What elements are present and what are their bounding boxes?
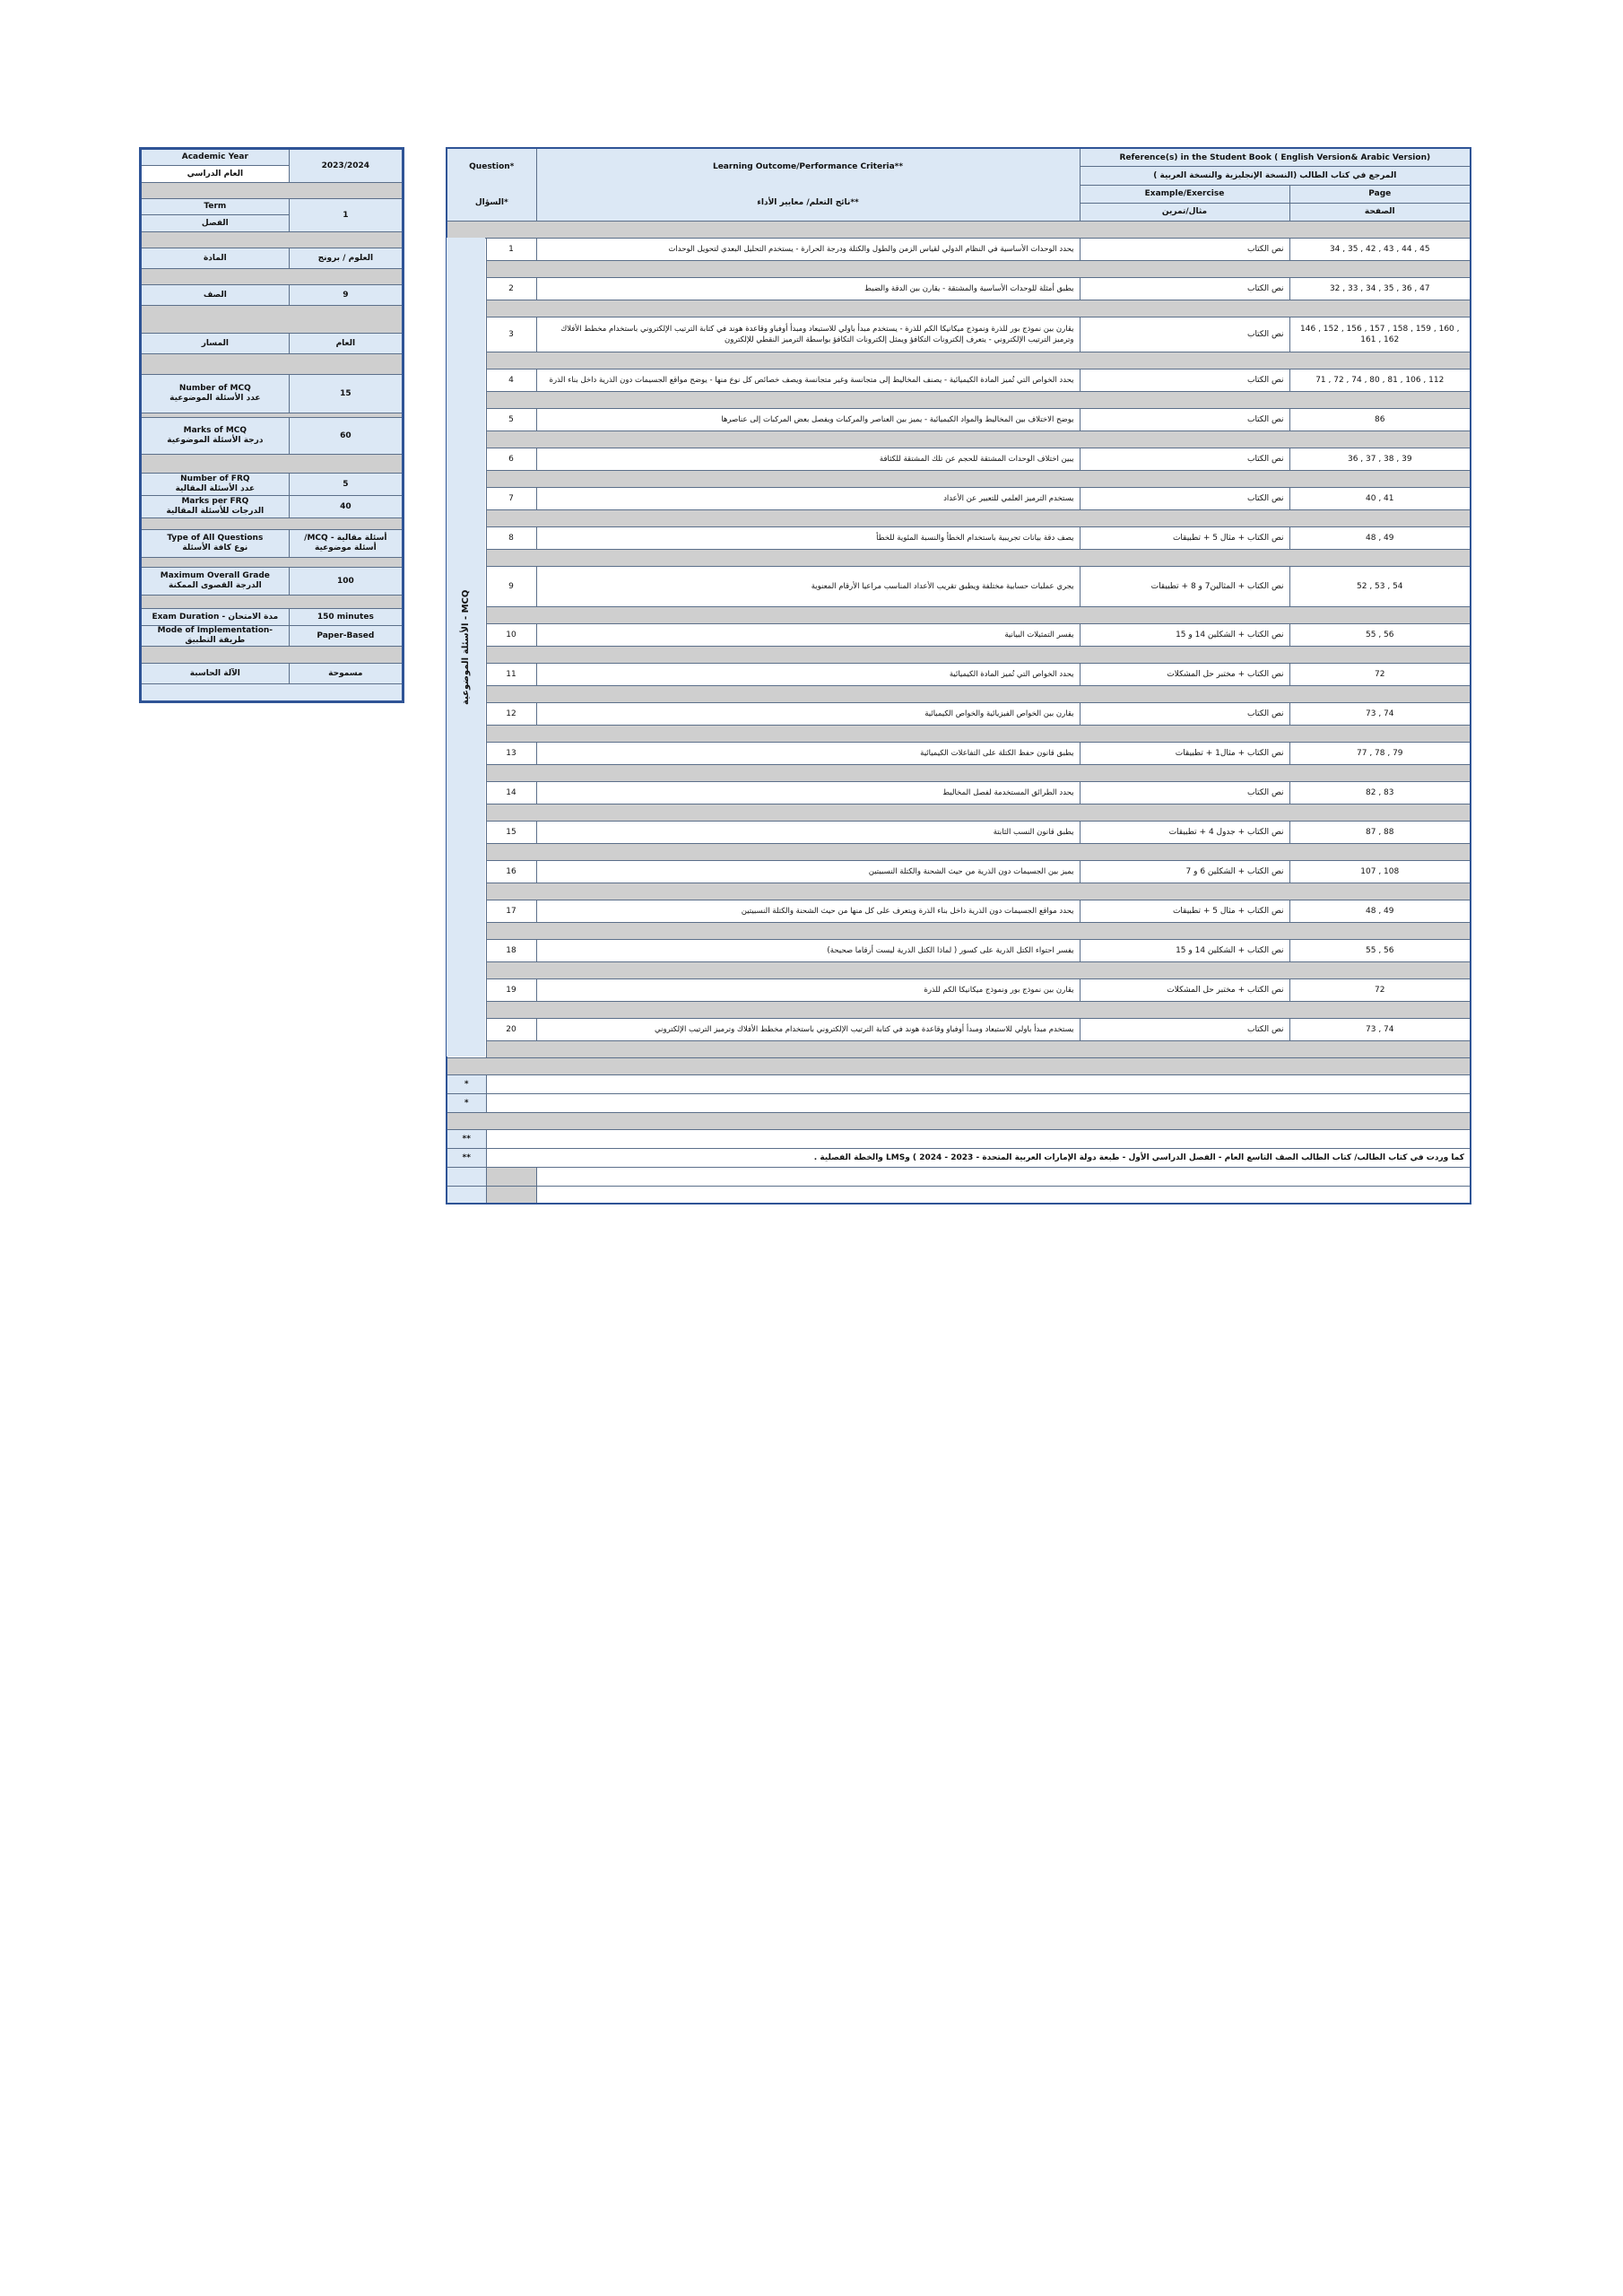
- page-reference: 48 , 49: [1289, 900, 1471, 922]
- page-reference: 73 , 74: [1289, 702, 1471, 725]
- page-reference: 146 , 152 , 156 , 157 , 158 , 159 , 160 , 161 , 162: [1289, 317, 1471, 352]
- row-number: 3: [486, 317, 536, 352]
- lo-header-ar: نائج التعلم/ معايير الأداء**: [536, 185, 1080, 221]
- learning-outcome: يجري عمليات حسابية مختلفة ويطبق تقريب الأعداد المناسب مراعيا الأرقام المعنوية: [536, 566, 1080, 606]
- spacer-row: [486, 961, 1471, 978]
- frq-count-label-en: Number of FRQ: [180, 474, 250, 483]
- subject-value: العلوم / برونج: [289, 248, 403, 269]
- page-reference: 107 , 108: [1289, 860, 1471, 883]
- mcq-count-label: [141, 375, 290, 413]
- table-row: [447, 277, 1471, 300]
- row-number: 7: [486, 487, 536, 509]
- example-exercise: نص الكتاب: [1080, 448, 1289, 470]
- learning-outcome: يحدد الوحدات الأساسية في النظام الدولي لقياس الزمن والطول والكتلة ودرجة الحرارة - يستخدم التحليل البعدي لتحويل الوحدات: [536, 238, 1080, 260]
- table-row: [447, 317, 1471, 352]
- example-header-en: Example/Exercise: [1080, 185, 1289, 203]
- table-row: [447, 900, 1471, 922]
- spacer-row: [486, 391, 1471, 408]
- term-label-en: Term: [141, 199, 290, 215]
- max-grade-label-en: Maximum Overall Grade: [160, 571, 270, 580]
- mcq-marks-label: [141, 418, 290, 455]
- footnote-row: [447, 1186, 1471, 1204]
- mcq-count-label-ar: عدد الأسئلة الموضوعية: [169, 394, 261, 403]
- spacer-row: [486, 1001, 1471, 1018]
- section-label-mcq: الأسئلة الموضوعية - MCQ: [447, 238, 486, 1057]
- implementation-value: Paper-Based: [289, 626, 403, 647]
- example-exercise: نص الكتاب + مثال 5 + تطبيقات: [1080, 900, 1289, 922]
- example-exercise: نص الكتاب: [1080, 238, 1289, 260]
- row-number: 1: [486, 238, 536, 260]
- learning-outcome: يطبق أمثلة للوحدات الأساسية والمشتقة - يقارن بين الدقة والضبط: [536, 277, 1080, 300]
- page-reference: 32 , 33 , 34 , 35 , 36 , 47: [1289, 277, 1471, 300]
- example-exercise: نص الكتاب + الشكلين 14 و 15: [1080, 623, 1289, 646]
- spacer-row: [486, 352, 1471, 369]
- table-row: [447, 238, 1471, 260]
- learning-outcome: يطبق قانون حفظ الكتلة على التفاعلات الكيميائية: [536, 742, 1080, 764]
- table-row: [447, 821, 1471, 843]
- page-reference: 77 , 78 , 79: [1289, 742, 1471, 764]
- spacer-row: [486, 804, 1471, 821]
- footnote-text: [536, 1167, 1471, 1186]
- term-label-ar: الفصل: [141, 215, 290, 232]
- page-reference: 72: [1289, 663, 1471, 685]
- grade-label-ar: الصف: [141, 285, 290, 306]
- spacer-row: [486, 883, 1471, 900]
- max-grade-label-ar: الدرجة القصوى الممكنة: [169, 581, 262, 590]
- learning-outcome: يحدد مواقع الجسيمات دون الذرية داخل بناء الذرة ويتعرف على كل منها من حيث الشحنة والكتلة النسبيتين: [536, 900, 1080, 922]
- row-number: 4: [486, 369, 536, 391]
- learning-outcome: يقارن بين الخواص الفيزيائية والخواص الكيميائية: [536, 702, 1080, 725]
- mcq-marks-value: 60: [289, 418, 403, 455]
- academic-year-label-ar: العام الدراسي: [141, 166, 290, 183]
- example-exercise: نص الكتاب + مختبر حل المشكلات: [1080, 978, 1289, 1001]
- frq-marks-label-ar: الدرجات للأسئلة المقالية: [166, 507, 265, 516]
- spacer-row: [486, 922, 1471, 939]
- max-grade-label: [141, 568, 290, 596]
- row-number: 17: [486, 900, 536, 922]
- duration-label-ar: مدة الامتحان: [228, 612, 279, 622]
- frq-count-label: [141, 474, 290, 496]
- exam-summary-table: [139, 147, 404, 703]
- table-row: [447, 1018, 1471, 1040]
- spacer-row: [141, 518, 404, 530]
- table-row: [447, 860, 1471, 883]
- table-row: [447, 448, 1471, 470]
- reference-header-ar: المرجع في كتاب الطالب (النسخة الإنجليزية والنسخة العربية ): [1080, 167, 1471, 185]
- example-exercise: نص الكتاب: [1080, 1018, 1289, 1040]
- example-header-ar: مثال/تمرين: [1080, 203, 1289, 221]
- spacer-row: [447, 1112, 1471, 1129]
- page-header-en: Page: [1289, 185, 1471, 203]
- footnote-row: [447, 1057, 1471, 1074]
- calculator-label-ar: الآلة الحاسبة: [141, 664, 290, 684]
- spacer-row: [141, 183, 404, 199]
- question-types-label: [141, 530, 290, 558]
- footnote-marker: *: [447, 1093, 486, 1112]
- example-exercise: نص الكتاب: [1080, 277, 1289, 300]
- page-reference: 72: [1289, 978, 1471, 1001]
- learning-outcome: يقارن بين نموذج بور ونموذج ميكانيكا الكم للذرة: [536, 978, 1080, 1001]
- table-row: [447, 526, 1471, 549]
- row-number: 15: [486, 821, 536, 843]
- row-number: 6: [486, 448, 536, 470]
- table-row: [447, 487, 1471, 509]
- example-exercise: نص الكتاب + الشكلين 14 و 15: [1080, 939, 1289, 961]
- row-number: 16: [486, 860, 536, 883]
- spacer-row: [141, 232, 404, 248]
- example-exercise: نص الكتاب: [1080, 369, 1289, 391]
- spacer-row: [486, 509, 1471, 526]
- example-exercise: نص الكتاب: [1080, 408, 1289, 430]
- page-reference: 55 , 56: [1289, 623, 1471, 646]
- learning-outcome: يطبق قانون النسب الثابتة: [536, 821, 1080, 843]
- spacer-row: [141, 455, 404, 474]
- table-row: [447, 781, 1471, 804]
- duration-value: 150 minutes: [289, 609, 403, 626]
- learning-outcome: يميز بين الجسيمات دون الذرية من حيث الشحنة والكتلة النسبيتين: [536, 860, 1080, 883]
- learning-outcome: يقارن بين نموذج بور للذرة ونموذج ميكانيكا الكم للذرة - يستخدم مبدأ باولي للاستبعاد ومبدأ أوفباو وقاعدة هوند في كتابة الترتيب الإلكتروني باستخدام مخطط الأفلاك وترميز الترتيب الإلكتروني - يتعرف إلكترونات التكافؤ ويمثل إلكترونات التكافؤ بواسطة الترميز النقطي للإلكترون: [536, 317, 1080, 352]
- spacer-row: [141, 596, 404, 609]
- spacer-row: [486, 1040, 1471, 1057]
- footnote-text: [486, 1074, 1471, 1093]
- frq-marks-value: 40: [289, 496, 403, 518]
- footnote-row: [447, 1148, 1471, 1167]
- learning-outcome: يفسر التمثيلات البيانية: [536, 623, 1080, 646]
- page-reference: 87 , 88: [1289, 821, 1471, 843]
- duration-label: [141, 609, 290, 626]
- learning-outcome: يستخدم الترميز العلمي للتعبير عن الأعداد: [536, 487, 1080, 509]
- page-reference: 71 , 72 , 74 , 80 , 81 , 106 , 112: [1289, 369, 1471, 391]
- example-exercise: نص الكتاب + مختبر حل المشكلات: [1080, 663, 1289, 685]
- learning-outcome: يستخدم مبدأ باولي للاستبعاد ومبدأ أوفباو وقاعدة هوند في كتابة الترتيب الإلكتروني باستخدام مخطط الأفلاك وترميز الترتيب الإلكتروني: [536, 1018, 1080, 1040]
- footnote-text: [486, 1129, 1471, 1148]
- learning-outcome: يحدد الطرائق المستخدمة لفصل المخاليط: [536, 781, 1080, 804]
- example-exercise: نص الكتاب: [1080, 487, 1289, 509]
- lo-header-en: Learning Outcome/Performance Criteria**: [536, 148, 1080, 185]
- frq-count-label-ar: عدد الأسئلة المقالية: [175, 484, 256, 493]
- mcq-marks-label-ar: درجة الأسئلة الموضوعية: [167, 436, 264, 445]
- learning-outcome: يصف دقة بيانات تجريبية باستخدام الخطأ والنسبة المئوية للخطأ: [536, 526, 1080, 549]
- term-value: 1: [289, 199, 403, 232]
- footnote-text: [486, 1093, 1471, 1112]
- implementation-label-en: Mode of Implementation-: [157, 626, 273, 635]
- mcq-count-label-en: Number of MCQ: [178, 384, 251, 393]
- example-exercise: نص الكتاب: [1080, 702, 1289, 725]
- row-number: 14: [486, 781, 536, 804]
- row-number: 8: [486, 526, 536, 549]
- row-number: 18: [486, 939, 536, 961]
- footnote-marker: **: [447, 1129, 486, 1148]
- spacer-row: [141, 647, 404, 664]
- stream-value: العام: [289, 334, 403, 354]
- spacer-row: [486, 685, 1471, 702]
- specification-table: [446, 147, 1471, 1205]
- question-types-label-ar: نوع كافة الأسئلة: [182, 544, 248, 552]
- spacer-cell: [486, 1186, 536, 1204]
- page-reference: 52 , 53 , 54: [1289, 566, 1471, 606]
- grade-value: 9: [289, 285, 403, 306]
- footnote-marker: [447, 1167, 486, 1186]
- spacer-row: [486, 725, 1471, 742]
- footnote-row: [447, 1093, 1471, 1112]
- spacer-row: [447, 1057, 1471, 1074]
- spacer-row: [486, 646, 1471, 663]
- footnote-note: كما وردت في كتاب الطالب/ كتاب الطالب الصف التاسع العام - الفصل الدراسي الأول - طبعة دولة الإمارات العربية المتحدة - 2023 - 2024 ) وLMS والخطة الفصلية .: [486, 1148, 1471, 1167]
- example-exercise: نص الكتاب + مثال 5 + تطبيقات: [1080, 526, 1289, 549]
- footnote-marker: [447, 1186, 486, 1204]
- row-number: 19: [486, 978, 536, 1001]
- spacer-row: [486, 764, 1471, 781]
- footnote-row: [447, 1129, 1471, 1148]
- example-exercise: نص الكتاب: [1080, 781, 1289, 804]
- row-number: 5: [486, 408, 536, 430]
- row-number: 10: [486, 623, 536, 646]
- spacer-row: [141, 269, 404, 285]
- footnote-row: [447, 1167, 1471, 1186]
- table-row: [447, 369, 1471, 391]
- spacer-row: [486, 260, 1471, 277]
- footnote-row: [447, 1112, 1471, 1129]
- mcq-marks-label-en: Marks of MCQ: [183, 426, 247, 435]
- frq-marks-label-en: Marks per FRQ: [181, 497, 249, 506]
- spacer-row: [141, 558, 404, 568]
- page-reference: 40 , 41: [1289, 487, 1471, 509]
- learning-outcome: يفسر احتواء الكتل الذرية على كسور ( لماذا الكتل الذرية ليست أرقاما صحيحة): [536, 939, 1080, 961]
- question-header-ar: السؤال*: [447, 185, 536, 221]
- footnote-marker: *: [447, 1074, 486, 1093]
- learning-outcome: يحدد الخواص التي تُميز المادة الكيميائية: [536, 663, 1080, 685]
- spacer-row: [486, 549, 1471, 566]
- implementation-label-ar: طريقة التطبيق: [185, 636, 246, 645]
- mcq-count-value: 15: [289, 375, 403, 413]
- implementation-label: [141, 626, 290, 647]
- question-header-en: Question*: [447, 148, 536, 185]
- footnote-row: [447, 1074, 1471, 1093]
- spacer-row: [447, 221, 1471, 238]
- spacer-row: [141, 684, 404, 702]
- example-exercise: نص الكتاب + المثالين7 و 8 + تطبيقات: [1080, 566, 1289, 606]
- spacer-row: [486, 430, 1471, 448]
- calculator-value: مسموحة: [289, 664, 403, 684]
- stream-label-ar: المسار: [141, 334, 290, 354]
- table-row: [447, 939, 1471, 961]
- spacer-row: [141, 354, 404, 375]
- page-reference: 34 , 35 , 42 , 43 , 44 , 45: [1289, 238, 1471, 260]
- table-row: [447, 408, 1471, 430]
- row-number: 20: [486, 1018, 536, 1040]
- example-exercise: نص الكتاب + مثال1 + تطبيقات: [1080, 742, 1289, 764]
- frq-marks-label: [141, 496, 290, 518]
- spacer-row: [141, 306, 404, 334]
- example-exercise: نص الكتاب: [1080, 317, 1289, 352]
- spacer-row: [486, 606, 1471, 623]
- page-reference: 48 , 49: [1289, 526, 1471, 549]
- table-row: [447, 623, 1471, 646]
- spacer-row: [486, 300, 1471, 317]
- frq-count-value: 5: [289, 474, 403, 496]
- page-reference: 55 , 56: [1289, 939, 1471, 961]
- spacer-cell: [486, 1167, 536, 1186]
- row-number: 12: [486, 702, 536, 725]
- page-reference: 86: [1289, 408, 1471, 430]
- row-number: 9: [486, 566, 536, 606]
- learning-outcome: يحدد الخواص التي تُميز المادة الكيميائية - يصنف المخاليط إلى متجانسة وغير متجانسة ويصف خصائص كل نوع منها - يوضح مواقع الجسيمات دون الذرية داخل بناء الذرة: [536, 369, 1080, 391]
- page-reference: 36 , 37 , 38 , 39: [1289, 448, 1471, 470]
- subject-label-ar: المادة: [141, 248, 290, 269]
- question-types-label-en: Type of All Questions: [167, 534, 264, 543]
- page-reference: 73 , 74: [1289, 1018, 1471, 1040]
- learning-outcome: يبين اختلاف الوحدات المشتقة للحجم عن تلك المشتقة للكثافة: [536, 448, 1080, 470]
- table-row: [447, 566, 1471, 606]
- row-number: 11: [486, 663, 536, 685]
- duration-label-en: Exam Duration -: [152, 612, 226, 622]
- page-header-ar: الصفحة: [1289, 203, 1471, 221]
- max-grade-value: 100: [289, 568, 403, 596]
- table-row: [447, 742, 1471, 764]
- spacer-row: [486, 470, 1471, 487]
- academic-year-label-en: Academic Year: [141, 149, 290, 166]
- reference-header-en: Reference(s) in the Student Book ( English Version& Arabic Version): [1080, 148, 1471, 167]
- learning-outcome: يوضح الاختلاف بين المخاليط والمواد الكيميائية - يميز بين العناصر والمركبات ويفصل بعض المركبات إلى عناصرها: [536, 408, 1080, 430]
- row-number: 2: [486, 277, 536, 300]
- footnote-marker: **: [447, 1148, 486, 1167]
- table-row: [447, 702, 1471, 725]
- page-reference: 82 , 83: [1289, 781, 1471, 804]
- table-row: [447, 978, 1471, 1001]
- spacer-row: [486, 843, 1471, 860]
- example-exercise: نص الكتاب + الشكلين 6 و 7: [1080, 860, 1289, 883]
- example-exercise: نص الكتاب + جدول 4 + تطبيقات: [1080, 821, 1289, 843]
- table-row: [447, 663, 1471, 685]
- footnote-text: [536, 1186, 1471, 1204]
- row-number: 13: [486, 742, 536, 764]
- academic-year-value: 2023/2024: [289, 149, 403, 183]
- question-types-value: أسئلة مقالية - MCQ/ أسئلة موضوعية: [289, 530, 403, 558]
